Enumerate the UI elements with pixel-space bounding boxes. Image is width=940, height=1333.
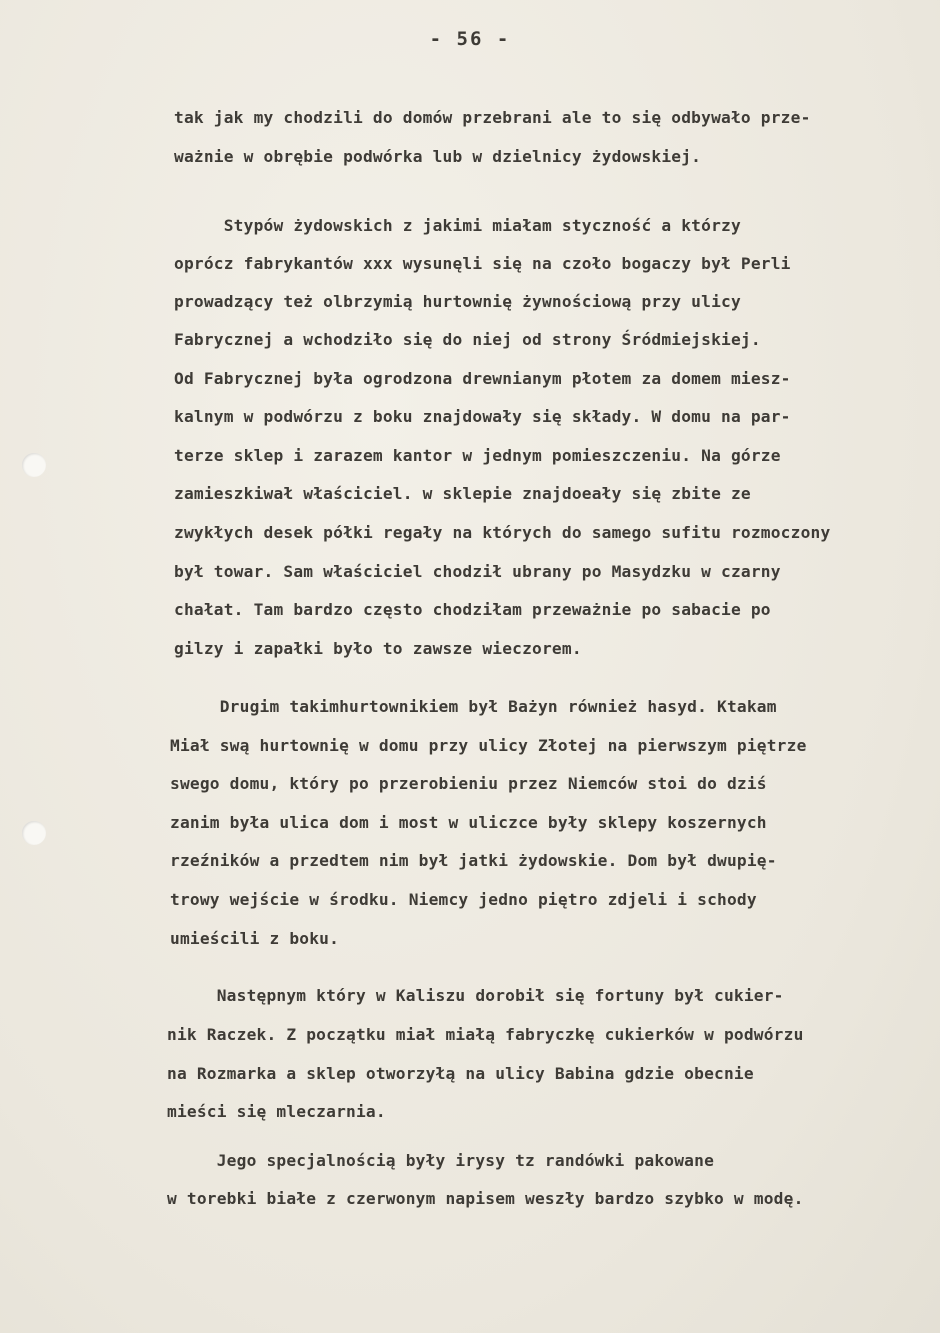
text-line: Od Fabrycznej była ogrodzona drewnianym płotem za domem miesz-	[174, 369, 791, 388]
text-line: nik Raczek. Z początku miał miałą fabryczkę cukierków w podwórzu	[167, 1025, 804, 1044]
text-line: oprócz fabrykantów xxx wysunęli się na czoło bogaczy był Perli	[174, 254, 791, 273]
text-line: w torebki białe z czerwonym napisem weszły bardzo szybko w modę.	[167, 1189, 804, 1208]
page-number: - 56 -	[429, 28, 511, 50]
punch-hole	[22, 821, 46, 845]
text-line: był towar. Sam właściciel chodził ubrany po Masydzku w czarny	[174, 562, 781, 581]
text-line: zwykłych desek półki regały na których do samego sufitu rozmoczony	[174, 523, 831, 542]
text-line: ważnie w obrębie podwórka lub w dzielnicy żydowskiej.	[174, 147, 702, 166]
text-line: kalnym w podwórzu z boku znajdowały się składy. W domu na par-	[174, 407, 791, 426]
text-line: zamieszkiwał właściciel. w sklepie znajdoeały się zbite ze	[174, 484, 751, 503]
text-line: mieści się mleczarnia.	[167, 1102, 386, 1121]
text-line: terze sklep i zarazem kantor w jednym pomieszczeniu. Na górze	[174, 446, 781, 465]
text-line: rzeźników a przedtem nim był jatki żydowskie. Dom był dwupię-	[170, 851, 777, 870]
text-line: swego domu, który po przerobieniu przez Niemców stoi do dziś	[170, 774, 767, 793]
text-line: Miał swą hurtownię w domu przy ulicy Złotej na pierwszym piętrze	[170, 736, 807, 755]
text-line: zanim była ulica dom i most w uliczce były sklepy koszernych	[170, 813, 767, 832]
text-line: umieścili z boku.	[170, 929, 340, 948]
text-line: gilzy i zapałki było to zawsze wieczorem.	[174, 639, 582, 658]
text-line: chałat. Tam bardzo często chodziłam przeważnie po sabacie po	[174, 600, 771, 619]
text-line: Następnym który w Kaliszu dorobił się fortuny był cukier-	[167, 986, 784, 1005]
text-line: Jego specjalnością były irysy tz randówki pakowane	[167, 1151, 715, 1170]
text-line: Stypów żydowskich z jakimi miałam styczność a którzy	[174, 216, 741, 235]
text-line: tak jak my chodzili do domów przebrani ale to się odbywało prze-	[174, 108, 811, 127]
text-line: trowy wejście w środku. Niemcy jedno piętro zdjeli i schody	[170, 890, 757, 909]
text-line: Drugim takimhurtownikiem był Bażyn również hasyd. Ktakam	[170, 697, 777, 716]
punch-hole	[22, 453, 46, 477]
text-line: Fabrycznej a wchodziło się do niej od strony Śródmiejskiej.	[174, 330, 761, 349]
text-line: na Rozmarka a sklep otworzyłą na ulicy Babina gdzie obecnie	[167, 1064, 754, 1083]
text-line: prowadzący też olbrzymią hurtownię żywnościową przy ulicy	[174, 292, 741, 311]
